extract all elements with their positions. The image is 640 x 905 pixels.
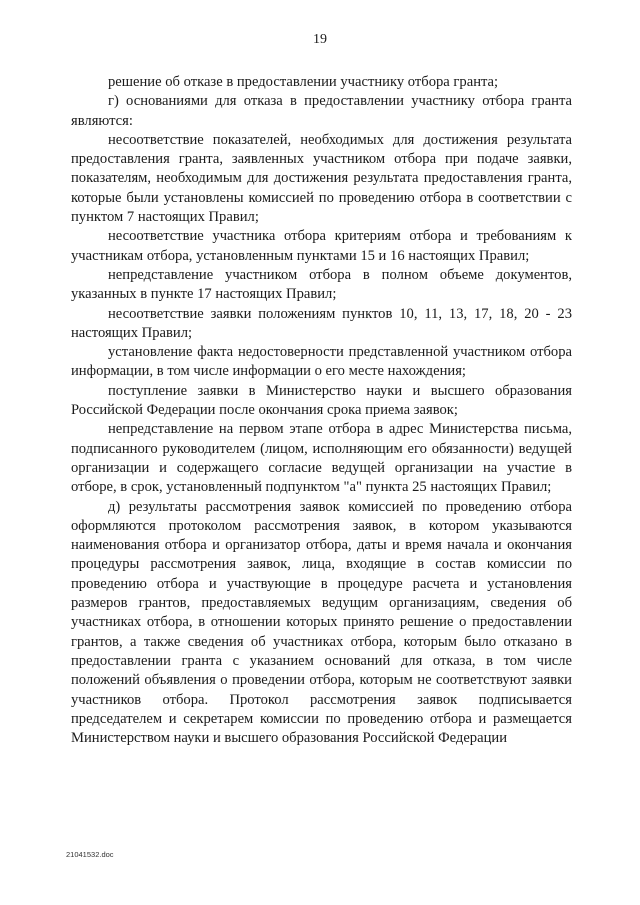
document-body <box>71 73 572 748</box>
paragraph: поступление заявки в Министерство науки и высшего образования Российской Федерации после окончания срока приема заявок; <box>71 382 572 419</box>
paragraph: д) результаты рассмотрения заявок комиссией по проведению отбора оформляются протоколом рассмотрения заявок, в котором указываются наименования отбора и организатор отбора, даты и время начала и окончания процедуры рассмотрения заявок, лица, входящие в состав комиссии по проведению отбора и участвующие в процедуре расчета и установления размеров грантов, предоставляемых ведущим организациям, сведения об участниках отбора, в отношении которых принято решение о предоставлении грантов, а также сведения об участниках отбора, которым было отказано в предоставлении гранта с указанием оснований для отказа, в том числе положений объявления о проведении отбора, которым не соответствуют заявки участников отбора. Протокол рассмотрения заявок подписывается председателем и секретарем комиссии по проведению отбора и размещается Министерством науки и высшего образования Российской Федерации <box>71 498 572 747</box>
paragraph: г) основаниями для отказа в предоставлении участнику отбора гранта являются: <box>71 93 572 129</box>
page-number: 19 <box>313 32 327 47</box>
paragraph: решение об отказе в предоставлении участнику отбора гранта; <box>108 74 499 90</box>
paragraph: установление факта недостоверности представленной участником отбора информации, в том числе информации о его месте нахождения; <box>71 344 572 380</box>
paragraph: несоответствие участника отбора критериям отбора и требованиям к участникам отбора, установленным пунктами 15 и 16 настоящих Правил; <box>71 228 572 264</box>
paragraph: несоответствие показателей, необходимых для достижения результата предоставления гранта, заявленных участником отбора при подаче заявки, показателям, необходимым для достижения результата предоставления гранта, которые были установлены комиссией по проведению отбора в соответствии с пунктом 7 настоящих Правил; <box>71 131 572 226</box>
file-name-footer: 21041532.doc <box>66 850 114 859</box>
paragraph: непредставление на первом этапе отбора в адрес Министерства письма, подписанного руководителем (лицом, исполняющим его обязанности) ведущей организации и содержащего согласие ведущей организации на участие в отборе, в срок, установленный подпунктом "а" пункта 25 настоящих Правил; <box>71 421 572 496</box>
paragraph: несоответствие заявки положениям пунктов 10, 11, 13, 17, 18, 20 - 23 настоящих Правил; <box>71 305 572 341</box>
paragraph: непредставление участником отбора в полном объеме документов, указанных в пункте 17 настоящих Правил; <box>71 266 572 303</box>
